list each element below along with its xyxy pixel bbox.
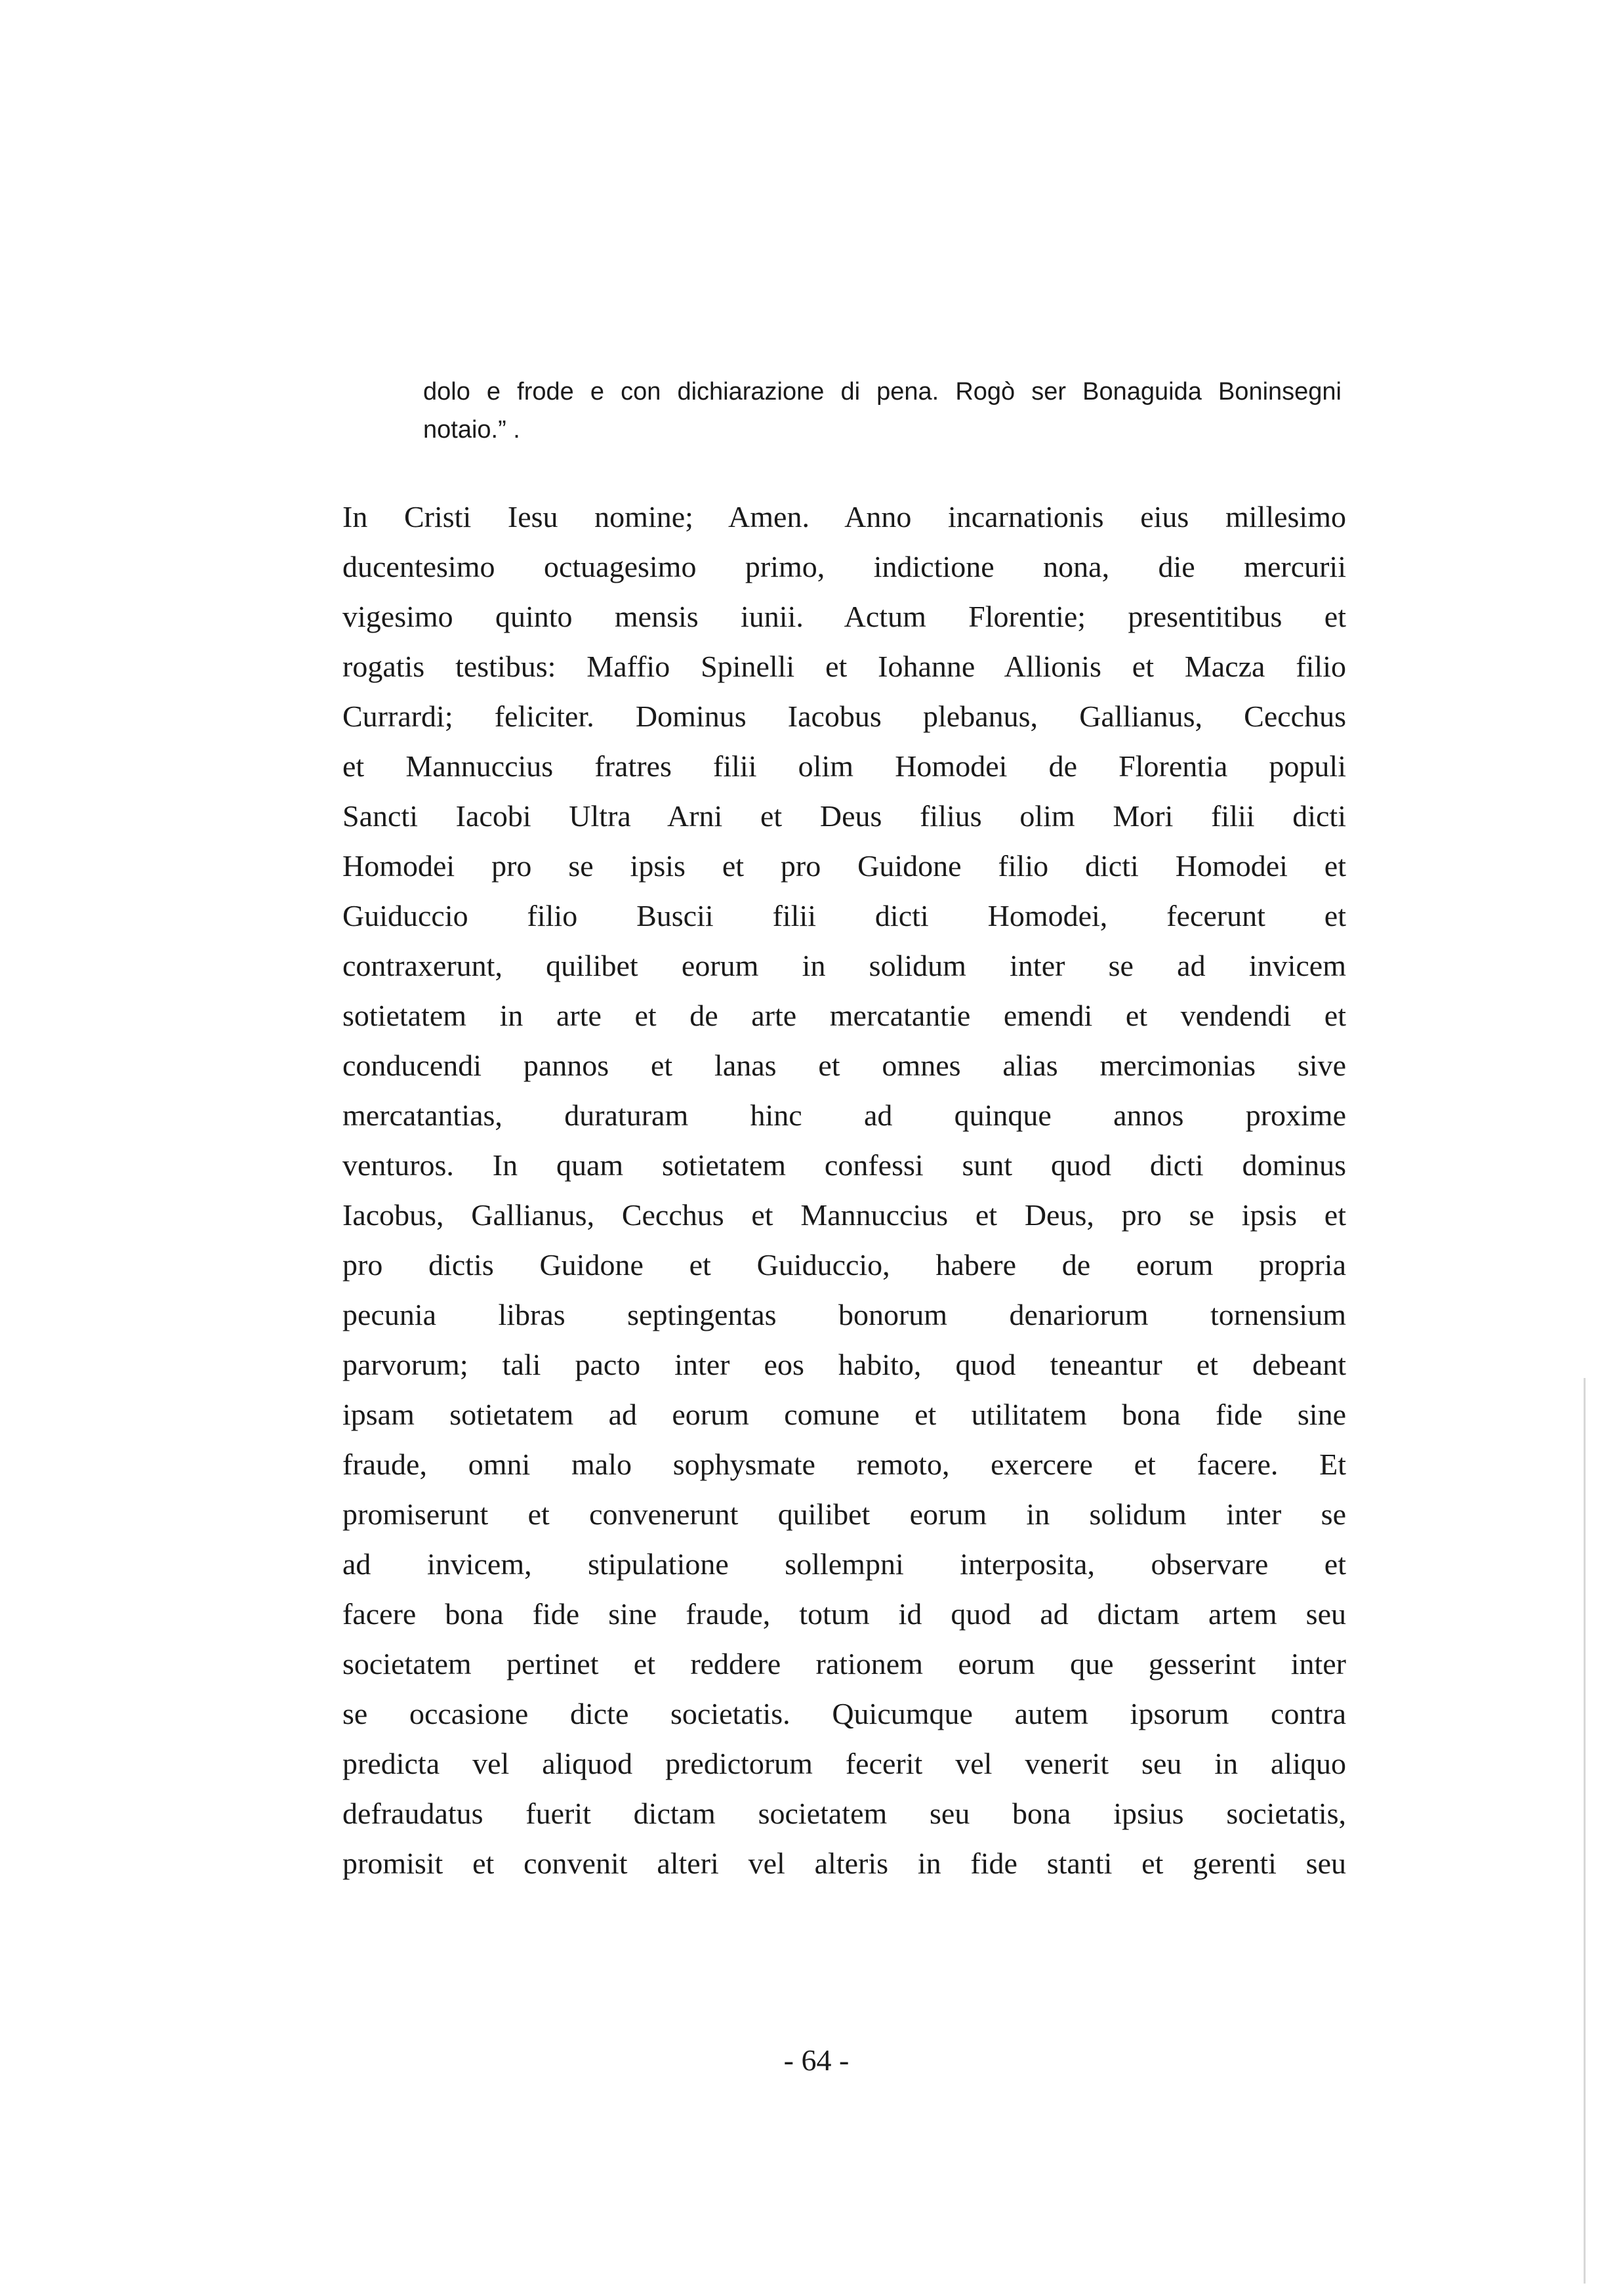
body-line: predicta vel aliquod predictorum fecerit vel venerit seu in aliquo (342, 1747, 1346, 1780)
body-line: promiserunt et convenerunt quilibet eorum in solidum inter se (342, 1497, 1346, 1531)
body-line: contraxerunt, quilibet eorum in solidum inter se ad invicem (342, 949, 1346, 982)
body-line: venturos. In quam sotietatem confessi sunt quod dicti dominus (342, 1148, 1346, 1182)
scan-edge-shadow (1584, 1378, 1586, 2284)
body-line: vigesimo quinto mensis iunii. Actum Florentie; presentitibus et (342, 600, 1346, 633)
body-line: ducentesimo octuagesimo primo, indictione nona, die mercurii (342, 550, 1346, 583)
body-line: fraude, omni malo sophysmate remoto, exercere et facere. Et (342, 1448, 1346, 1481)
body-line: mercatantias, duraturam hinc ad quinque annos proxime (342, 1098, 1346, 1132)
body-line: Sancti Iacobi Ultra Arni et Deus filius olim Mori filii dicti (342, 799, 1346, 833)
body-line: Currardi; feliciter. Dominus Iacobus plebanus, Gallianus, Cecchus (342, 699, 1346, 733)
footnote-line: dolo e frode e con dichiarazione di pena. Rogò ser Bonaguida Boninsegni (423, 378, 1342, 406)
body-line: societatem pertinet et reddere rationem eorum que gesserint inter (342, 1647, 1346, 1680)
page-number: - 64 - (783, 2043, 850, 2077)
body-line: pecunia libras septingentas bonorum denariorum tornensium (342, 1298, 1346, 1331)
body-line: rogatis testibus: Maffio Spinelli et Iohanne Allionis et Macza filio (342, 650, 1346, 683)
body-line: sotietatem in arte et de arte mercatantie emendi et vendendi et (342, 999, 1346, 1032)
body-line: Guiduccio filio Buscii filii dicti Homodei, fecerunt et (342, 899, 1346, 932)
body-line: conducendi pannos et lanas et omnes alias mercimonias sive (342, 1049, 1346, 1082)
body-line: Homodei pro se ipsis et pro Guidone filio dicti Homodei et (342, 849, 1346, 883)
body-line: ipsam sotietatem ad eorum comune et utilitatem bona fide sine (342, 1398, 1346, 1431)
body-line: se occasione dicte societatis. Quicumque autem ipsorum contra (342, 1697, 1346, 1730)
body-line: parvorum; tali pacto inter eos habito, quod teneantur et debeant (342, 1348, 1346, 1381)
footnote (423, 373, 1342, 449)
body-text (342, 492, 1346, 1889)
body-line: In Cristi Iesu nomine; Amen. Anno incarnationis eius millesimo (342, 500, 1346, 533)
body-line: pro dictis Guidone et Guiduccio, habere de eorum propria (342, 1248, 1346, 1282)
body-line: Iacobus, Gallianus, Cecchus et Mannuccius et Deus, pro se ipsis et (342, 1198, 1346, 1232)
body-line: et Mannuccius fratres filii olim Homodei de Florentia populi (342, 749, 1346, 783)
body-line: defraudatus fuerit dictam societatem seu bona ipsius societatis, (342, 1797, 1346, 1830)
body-line: facere bona fide sine fraude, totum id quod ad dictam artem seu (342, 1597, 1346, 1631)
footnote-line: notaio.” . (423, 416, 520, 444)
body-line: promisit et convenit alteri vel alteris in fide stanti et gerenti seu (342, 1847, 1346, 1880)
body-line: ad invicem, stipulatione sollempni interposita, observare et (342, 1547, 1346, 1581)
